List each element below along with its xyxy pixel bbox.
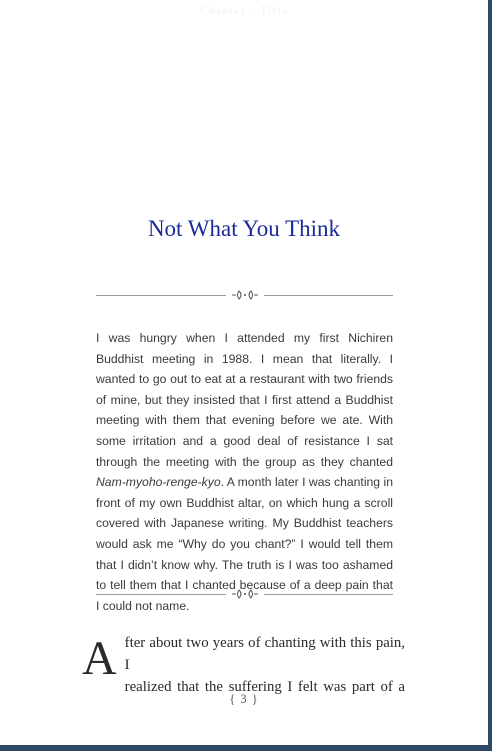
top-ornament-divider <box>96 288 393 302</box>
drop-cap: A <box>82 632 117 685</box>
divider-line-left <box>96 295 226 296</box>
bottom-ornament-divider <box>96 587 393 601</box>
body-line-2: realized that the suffering I felt was part of a <box>124 679 405 695</box>
divider-line-right <box>264 295 394 296</box>
divider-line-left <box>96 594 226 595</box>
chapter-title: Not What You Think <box>147 216 341 241</box>
epigraph-text-part1: I was hungry when I attended my first Nichiren Buddhist meeting in 1988. I mean that literally. I wanted to go out to eat at a restaurant with two friends of mine, but they insisted that I first attend a Buddhist meeting with them that evening before we ate. With some irritation and a good deal of resistance I sat through the meeting with the group as they chanted <box>96 331 393 469</box>
page-edge-bottom <box>0 745 492 751</box>
divider-line-right <box>264 594 394 595</box>
chant-phrase: Nam-myoho-renge-kyo <box>96 475 221 490</box>
page-number: { 3 } <box>229 692 259 706</box>
fleuron-icon <box>226 587 264 601</box>
body-paragraph <box>82 632 405 698</box>
epigraph-paragraph <box>96 328 393 616</box>
fleuron-icon <box>226 288 264 302</box>
running-header: Chapter · Title <box>200 6 290 17</box>
epigraph-text-part2: . A month later I was chanting in front of my own Buddhist altar, on which hung a scroll covered with Japanese writing. My Buddhist teachers would ask me “Why do you chant?” I would tell them that I didn’t know why. The truth is I was too ashamed to tell them that I chanted because of a deep pain that I could not name. <box>96 475 393 613</box>
body-line-1: fter about two years of chanting with this pain, I <box>124 635 405 673</box>
page-edge-right <box>488 0 492 751</box>
